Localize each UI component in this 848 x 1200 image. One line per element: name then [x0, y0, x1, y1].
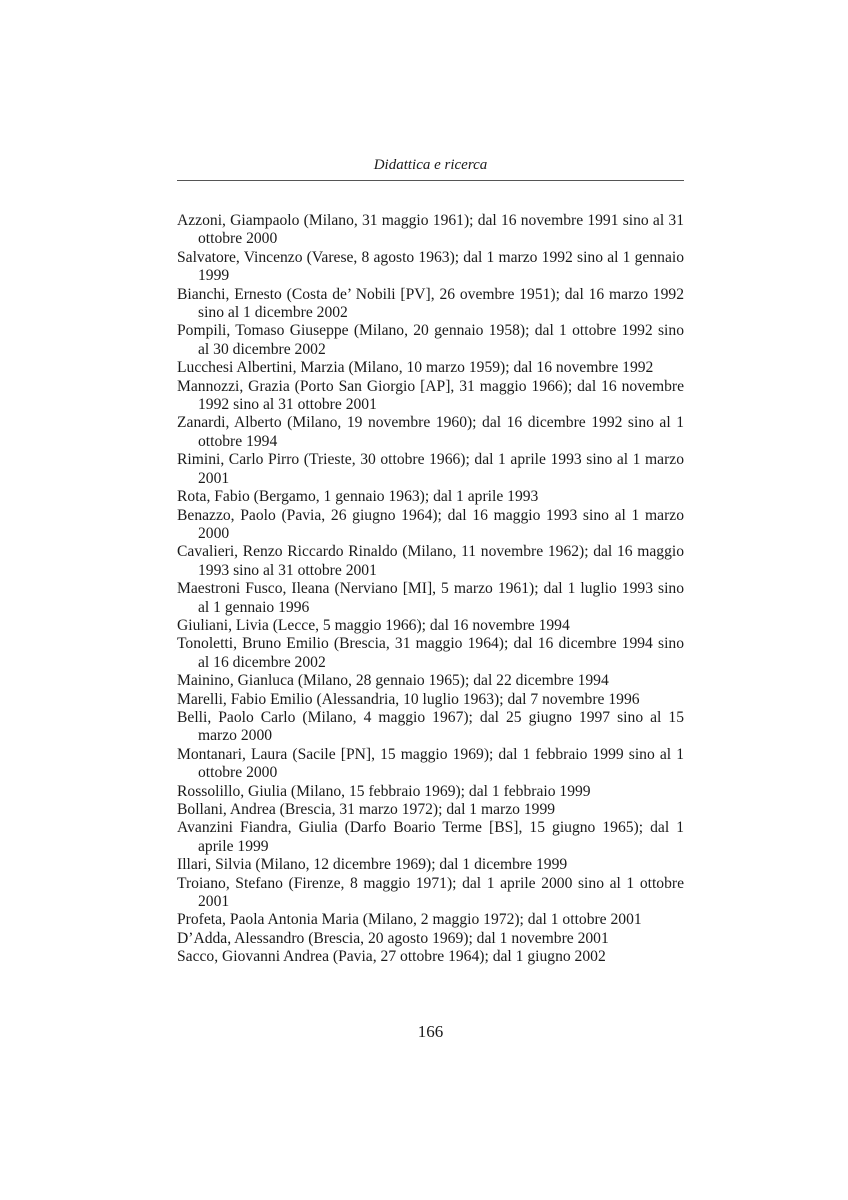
list-item: Troiano, Stefano (Firenze, 8 maggio 1971); dal 1 aprile 2000 sino al 1 ottobre 2001 — [177, 874, 684, 911]
running-header: Didattica e ricerca — [373, 157, 488, 173]
list-item: Rimini, Carlo Pirro (Trieste, 30 ottobre 1966); dal 1 aprile 1993 sino al 1 marzo 2001 — [177, 451, 684, 487]
list-item: D’Adda, Alessandro (Brescia, 20 agosto 1969); dal 1 novembre 2001 — [177, 929, 609, 947]
faculty-list — [177, 212, 684, 967]
list-item: Azzoni, Giampaolo (Milano, 31 maggio 1961); dal 16 novembre 1991 sino al 31 ottobre 2000 — [177, 212, 684, 248]
list-item: Lucchesi Albertini, Marzia (Milano, 10 marzo 1959); dal 16 novembre 1992 — [177, 359, 654, 377]
list-item: Mainino, Gianluca (Milano, 28 gennaio 1965); dal 22 dicembre 1994 — [177, 672, 609, 690]
list-item: Profeta, Paola Antonia Maria (Milano, 2 maggio 1972); dal 1 ottobre 2001 — [177, 911, 642, 929]
list-item: Mannozzi, Grazia (Porto San Giorgio [AP], 31 maggio 1966); dal 16 novembre 1992 sino al 31 ottobre 2001 — [177, 377, 684, 414]
list-item: Illari, Silvia (Milano, 12 dicembre 1969); dal 1 dicembre 1999 — [177, 856, 568, 874]
list-item: Cavalieri, Renzo Riccardo Rinaldo (Milano, 11 novembre 1962); dal 16 maggio 1993 sino al 31 ottobre 2001 — [177, 543, 684, 579]
list-item: Montanari, Laura (Sacile [PN], 15 maggio 1969); dal 1 febbraio 1999 sino al 1 ottobre 2000 — [177, 745, 684, 782]
list-item: Sacco, Giovanni Andrea (Pavia, 27 ottobre 1964); dal 1 giugno 2002 — [177, 948, 606, 966]
page-number: 166 — [417, 1022, 444, 1041]
list-item: Avanzini Fiandra, Giulia (Darfo Boario Terme [BS], 15 giugno 1965); dal 1 aprile 1999 — [177, 819, 684, 855]
list-item: Zanardi, Alberto (Milano, 19 novembre 1960); dal 16 dicembre 1992 sino al 1 ottobre 1994 — [177, 414, 684, 450]
list-item: Giuliani, Livia (Lecce, 5 maggio 1966); dal 16 novembre 1994 — [177, 616, 570, 634]
list-item: Belli, Paolo Carlo (Milano, 4 maggio 1967); dal 25 giugno 1997 sino al 15 marzo 2000 — [177, 708, 684, 745]
list-item: Maestroni Fusco, Ileana (Nerviano [MI], 5 marzo 1961); dal 1 luglio 1993 sino al 1 gennaio 1996 — [177, 580, 684, 616]
list-item: Bianchi, Ernesto (Costa de’ Nobili [PV], 26 ovembre 1951); dal 16 marzo 1992 sino al 1 dicembre 2002 — [177, 285, 684, 322]
list-item: Rossolillo, Giulia (Milano, 15 febbraio 1969); dal 1 febbraio 1999 — [177, 782, 591, 800]
list-item: Pompili, Tomaso Giuseppe (Milano, 20 gennaio 1958); dal 1 ottobre 1992 sino al 30 dicembre 2002 — [177, 322, 684, 358]
list-item: Marelli, Fabio Emilio (Alessandria, 10 luglio 1963); dal 7 novembre 1996 — [177, 690, 640, 708]
list-item: Bollani, Andrea (Brescia, 31 marzo 1972); dal 1 marzo 1999 — [177, 801, 556, 818]
list-item: Salvatore, Vincenzo (Varese, 8 agosto 1963); dal 1 marzo 1992 sino al 1 gennaio 1999 — [177, 248, 684, 285]
list-item: Rota, Fabio (Bergamo, 1 gennaio 1963); dal 1 aprile 1993 — [177, 488, 539, 506]
list-item: Tonoletti, Bruno Emilio (Brescia, 31 maggio 1964); dal 16 dicembre 1994 sino al 16 dicembre 2002 — [177, 635, 684, 671]
header-divider — [177, 180, 684, 181]
list-item: Benazzo, Paolo (Pavia, 26 giugno 1964); dal 16 maggio 1993 sino al 1 marzo 2000 — [177, 506, 684, 542]
